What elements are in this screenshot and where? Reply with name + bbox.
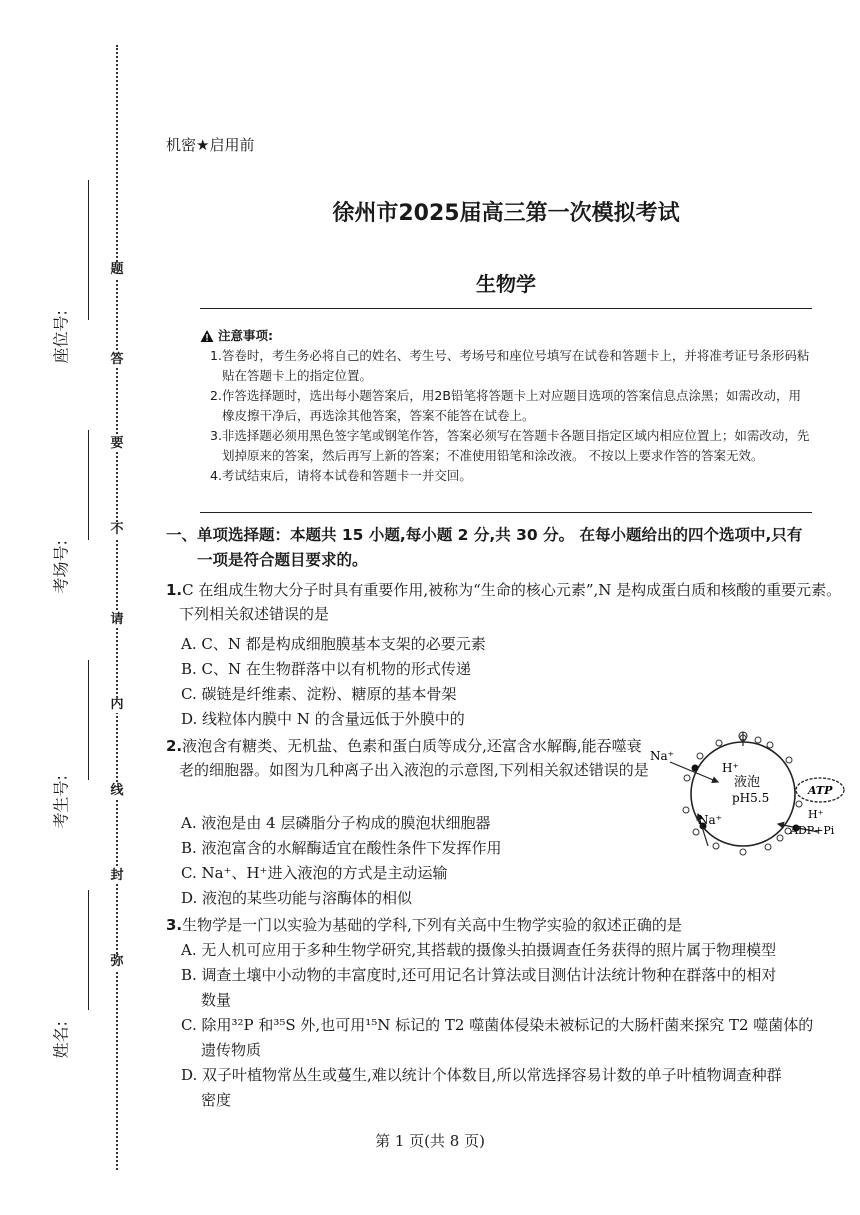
field-line bbox=[88, 430, 89, 540]
field-line bbox=[88, 660, 89, 780]
field-label: 座位号: bbox=[51, 310, 71, 364]
seal-char: 弥 bbox=[110, 954, 124, 969]
seal-char: 内 bbox=[110, 697, 124, 712]
subject-title: 生物学 bbox=[476, 272, 536, 296]
seat-number-field bbox=[30, 180, 90, 410]
notice-item: 1.答卷时，考生务必将自己的姓名、考生号、考场号和座位号填写在试卷和答题卡上，并将准考证号条形码粘贴在答题卡上的指定位置。 bbox=[210, 348, 810, 383]
seal-char: 线 bbox=[110, 783, 124, 798]
field-line bbox=[88, 180, 89, 320]
option-d-cont: 密度 bbox=[201, 1091, 232, 1109]
vacuole-diagram bbox=[648, 728, 848, 858]
option-c-cont: 遗传物质 bbox=[201, 1041, 262, 1059]
exam-room-field bbox=[30, 430, 90, 610]
question-stem: 液泡含有糖类、无机盐、色素和蛋白质等成分,还富含水解酶,能吞噬衰老的细胞器。如图为几种离子出入液泡的示意图,下列相关叙述错误的是 bbox=[179, 737, 649, 779]
candidate-number-field bbox=[30, 660, 90, 840]
question-number: 1. bbox=[166, 581, 183, 599]
option-d: D. 双子叶植物常丛生或蔓生,难以统计个体数目,所以常选择容易计数的单子叶植物调查种群 bbox=[181, 1066, 782, 1084]
question-stem: 生物学是一门以实验为基础的学科,下列有关高中生物学实验的叙述正确的是 bbox=[182, 916, 682, 934]
option-b: B. C、N 在生物群落中以有机物的形式传递 bbox=[181, 660, 471, 678]
section-heading bbox=[166, 523, 846, 573]
question-2 bbox=[166, 734, 654, 782]
name-field bbox=[30, 890, 90, 1070]
notice-item: 3.非选择题必须用黑色签字笔或钢笔作答，答案必须写在答题卡各题目指定区域内相应位置上；如需改动，先划掉原来的答案，然后再写上新的答案；不准使用铅笔和涂改液。 不按以上要求作答的答案无效。 bbox=[210, 428, 810, 463]
transporter-icon bbox=[692, 765, 699, 772]
option-a: A. 无人机可应用于多种生物学研究,其搭载的摄像头拍摄调查任务获得的照片属于物理模型 bbox=[181, 941, 777, 959]
page-footer: 第 1 页(共 8 页) bbox=[375, 1132, 485, 1150]
question-number: 3. bbox=[166, 916, 183, 934]
seal-char: 题 bbox=[110, 262, 124, 277]
notice-heading-text: 注意事项: bbox=[218, 328, 273, 343]
option-d: D. 线粒体内膜中 N 的含量远低于外膜中的 bbox=[181, 710, 465, 728]
confidential-mark: 机密★启用前 bbox=[166, 136, 255, 154]
seal-char: 请 bbox=[110, 612, 124, 627]
seal-char: 封 bbox=[110, 868, 124, 883]
na-in-label: Na⁺ bbox=[698, 813, 722, 827]
warning-icon bbox=[200, 329, 214, 343]
option-a: A. 液泡是由 4 层磷脂分子构成的膜泡状细胞器 bbox=[181, 814, 491, 832]
h-in-label: H⁺ bbox=[722, 761, 739, 775]
field-label: 姓名: bbox=[51, 1021, 71, 1059]
option-d: D. 液泡的某些功能与溶酶体的相似 bbox=[181, 889, 413, 907]
seal-char: 不 bbox=[110, 522, 124, 537]
seal-char: 要 bbox=[110, 436, 124, 451]
option-b: B. 调查土壤中小动物的丰富度时,还可用记名计算法或目测估计法统计物种在群落中的相对 bbox=[181, 966, 777, 984]
question-number: 2. bbox=[166, 737, 183, 755]
exam-title: 徐州市2025届高三第一次模拟考试 bbox=[332, 201, 680, 226]
field-label: 考生号: bbox=[51, 775, 71, 829]
seal-dotted-line bbox=[116, 45, 118, 1170]
option-b-cont: 数量 bbox=[201, 991, 232, 1009]
atp-label: ATP bbox=[808, 784, 833, 797]
adp-label: ADP+Pi bbox=[790, 824, 835, 837]
field-label: 考场号: bbox=[51, 540, 71, 594]
divider bbox=[200, 512, 812, 513]
section-heading-line: 一项是符合题目要求的。 bbox=[197, 551, 368, 569]
notice-item: 4.考试结束后，请将本试卷和答题卡一并交回。 bbox=[210, 468, 472, 483]
na-out-label: Na⁺ bbox=[650, 749, 674, 763]
question-3 bbox=[166, 913, 846, 937]
option-a: A. C、N 都是构成细胞膜基本支架的必要元素 bbox=[181, 635, 486, 653]
notice-item: 2.作答选择题时，选出每小题答案后，用2B铅笔将答题卡上对应题目选项的答案信息点涂黑；如需改动，用橡皮擦干净后，再选涂其他答案，答案不能答在试卷上。 bbox=[210, 388, 801, 423]
question-stem: C 在组成生物大分子时具有重要作用,被称为“生命的核心元素”,N 是构成蛋白质和核酸的重要元素。下列相关叙述错误的是 bbox=[179, 581, 842, 623]
divider bbox=[200, 308, 812, 309]
question-1 bbox=[166, 578, 846, 626]
vacuole-label: 液泡 bbox=[734, 775, 761, 790]
option-c: C. 除用³²P 和³⁵S 外,也可用¹⁵N 标记的 T2 噬菌体侵染未被标记的大肠杆菌来探究 T2 噬菌体的 bbox=[181, 1016, 814, 1034]
ph-label: pH5.5 bbox=[732, 791, 770, 805]
option-c: C. 碳链是纤维素、淀粉、糖原的基本骨架 bbox=[181, 685, 457, 703]
option-c: C. Na⁺、H⁺进入液泡的方式是主动运输 bbox=[181, 864, 448, 882]
notice-heading bbox=[200, 326, 812, 346]
section-heading-line: 一、单项选择题：本题共 15 小题,每小题 2 分,共 30 分。 在每小题给出的四个选项中,只有 bbox=[166, 526, 803, 544]
seal-char: 答 bbox=[110, 352, 124, 367]
option-b: B. 液泡富含的水解酶适宜在酸性条件下发挥作用 bbox=[181, 839, 502, 857]
h-out-label: H⁺ bbox=[808, 808, 824, 821]
notice-box bbox=[200, 326, 812, 486]
field-line bbox=[88, 890, 89, 1010]
